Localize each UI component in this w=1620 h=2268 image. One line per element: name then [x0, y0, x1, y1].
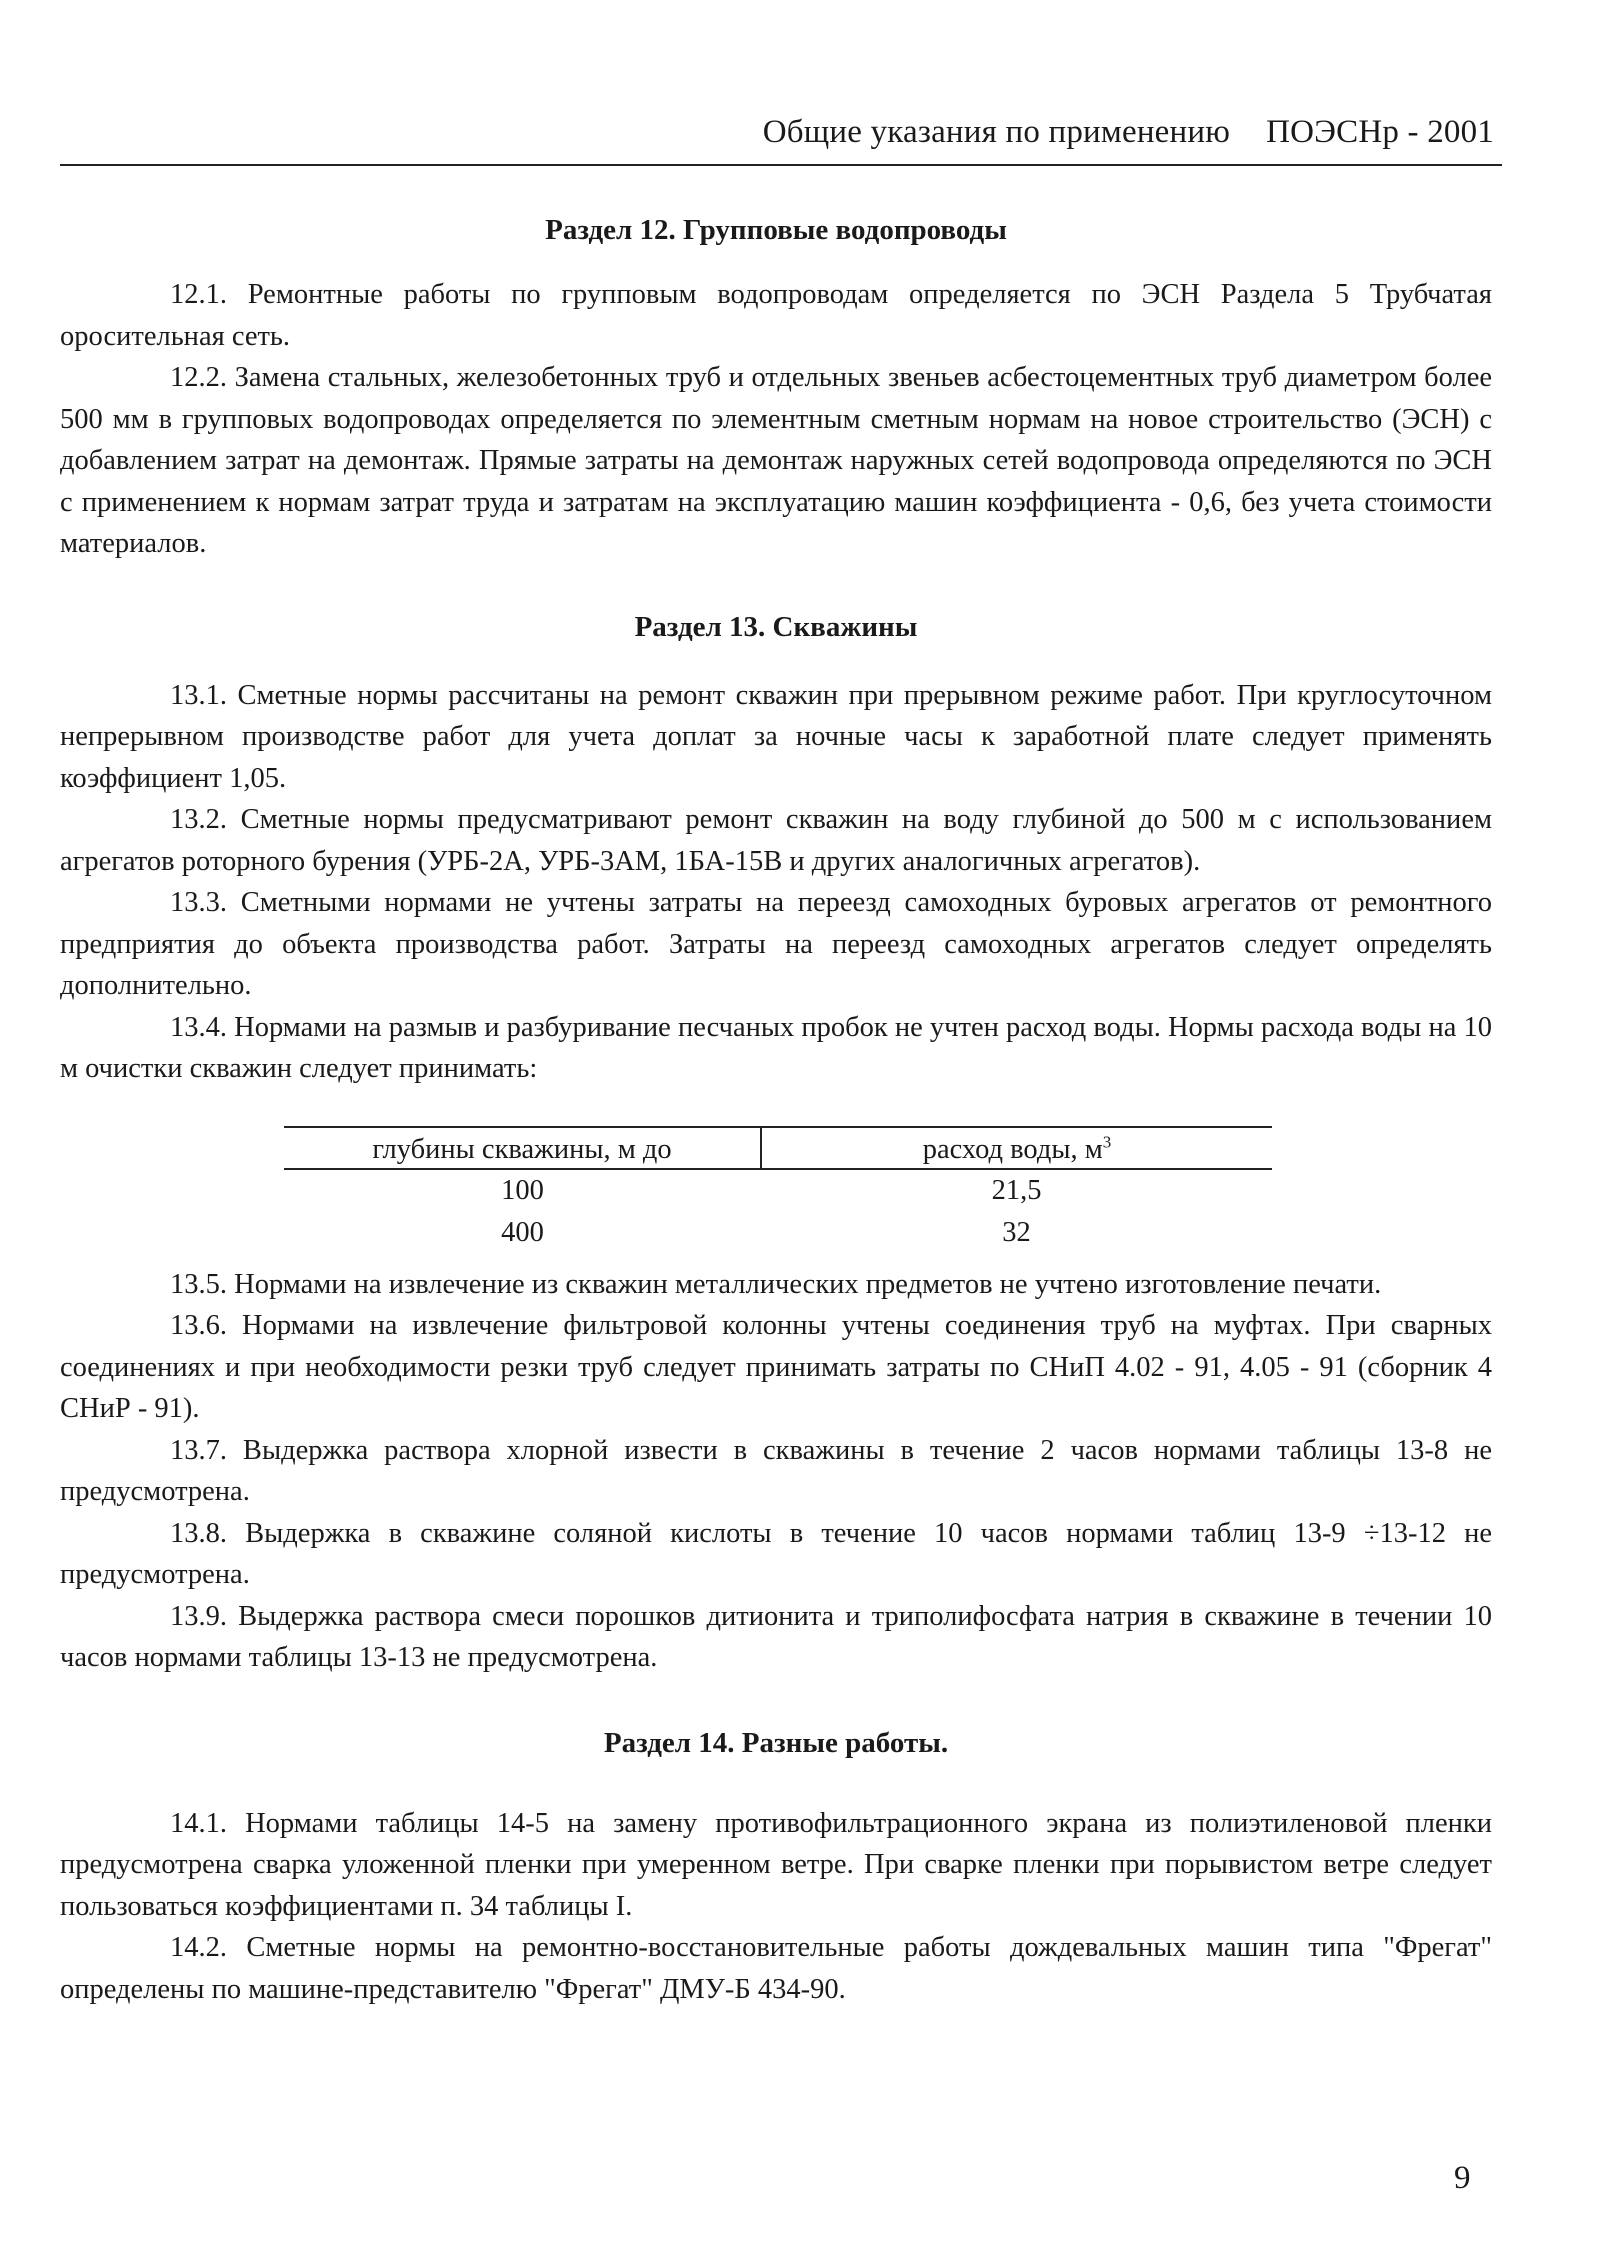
table-header-water-unit-sup: 3 — [1102, 1132, 1112, 1151]
table-row — [284, 1212, 1272, 1254]
paragraph-14-2: 14.2. Сметные нормы на ремонтно-восстановительные работы дождевальных машин типа "Фрегат" определены по машине-представителю "Фрегат" ДМУ-Б 434-90. — [60, 1932, 1492, 2005]
header-text — [763, 114, 1494, 151]
table-header-water — [761, 1127, 1272, 1169]
table-cell-water: 32 — [1002, 1216, 1031, 1248]
paragraph-13-6: 13.6. Нормами на извлечение фильтровой колонны учтены соединения труб на муфтах. При сварных соединениях и при необходимости резки труб следует принимать затраты по СНиП 4.02 - 91, 4.05 - 91 (сборник 4 СНиР - 91). — [60, 1310, 1492, 1424]
paragraph-13-1: 13.1. Сметные нормы рассчитаны на ремонт скважин при прерывном режиме работ. При круглосуточном непрерывном производстве работ для учета доплат за ночные часы к заработной плате следует применять коэффициент 1,05. — [60, 679, 1492, 794]
document-body — [60, 208, 1492, 2010]
paragraph-13-4: 13.4. Нормами на размыв и разбуривание песчаных пробок не учтен расход воды. Нормы расхода воды на 10 м очистки скважин следует принимать: — [60, 1011, 1492, 1084]
page-number: 9 — [1454, 2160, 1471, 2196]
table-header-row — [284, 1127, 1272, 1169]
header-code: ПОЭСНр - 2001 — [1266, 114, 1494, 150]
table-cell-water: 21,5 — [991, 1174, 1042, 1206]
paragraph-13-9: 13.9. Выдержка раствора смеси порошков дитионита и триполифосфата натрия в скважине в течении 10 часов нормами таблицы 13-13 не предусмотрена. — [60, 1600, 1492, 1673]
paragraph-12-2: 12.2. Замена стальных, железобетонных труб и отдельных звеньев асбестоцементных труб диаметром более 500 мм в групповых водопроводах определяется по элементным сметным нормам на новое строительство (ЭСН) с добавлением затрат на демонтаж. Прямые затраты на демонтаж наружных сетей водопровода определяются по ЭСН с применением к нормам затрат труда и затратам на эксплуатацию машин коэффициента - 0,6, без учета стоимости материалов. — [60, 362, 1492, 559]
section-14-title: Раздел 14. Разные работы. — [603, 1726, 949, 1759]
section-13-title: Раздел 13. Скважины — [634, 610, 918, 643]
table-row — [284, 1169, 1272, 1212]
paragraph-13-7: 13.7. Выдержка раствора хлорной извести в скважины в течение 2 часов нормами таблицы 13-8 не предусмотрена. — [60, 1434, 1492, 1507]
table-cell-depth: 100 — [501, 1174, 544, 1206]
section-12-title: Раздел 12. Групповые водопроводы — [545, 214, 1007, 246]
paragraph-13-3: 13.3. Сметными нормами не учтены затраты на переезд самоходных буровых агрегатов от ремонтного предприятия до объекта производства работ. Затраты на переезд самоходных агрегатов следует определять дополнительно. — [60, 887, 1492, 1001]
table-header-depth: глубины скважины, м до — [284, 1127, 761, 1169]
water-consumption-table — [284, 1126, 1272, 1254]
paragraph-14-1: 14.1. Нормами таблицы 14-5 на замену противофильтрационного экрана из полиэтиленовой пленки предусмотрена сварка уложенной пленки при умеренном ветре. При сварке пленки при порывистом ветре следует пользоваться коэффициентами п. 34 таблицы I. — [60, 1807, 1492, 1922]
paragraph-13-5: 13.5. Нормами на извлечение из скважин металлических предметов не учтено изготовление печати. — [170, 1268, 1382, 1300]
page-header — [60, 112, 1502, 166]
paragraph-12-1: 12.1. Ремонтные работы по групповым водопроводам определяется по ЭСН Раздела 5 Трубчатая оросительная сеть. — [60, 279, 1492, 352]
paragraph-13-2: 13.2. Сметные нормы предусматривают ремонт скважин на воду глубиной до 500 м с использованием агрегатов роторного бурения (УРБ-2А, УРБ-3АМ, 1БА-15В и других аналогичных агрегатов). — [60, 804, 1492, 877]
paragraph-13-8: 13.8. Выдержка в скважине соляной кислоты в течение 10 часов нормами таблиц 13-9 ÷13-12 не предусмотрена. — [60, 1517, 1492, 1590]
table-cell-depth: 400 — [501, 1216, 544, 1248]
header-title: Общие указания по применению — [762, 114, 1231, 150]
table-header-water-label: расход воды, м — [922, 1133, 1103, 1165]
